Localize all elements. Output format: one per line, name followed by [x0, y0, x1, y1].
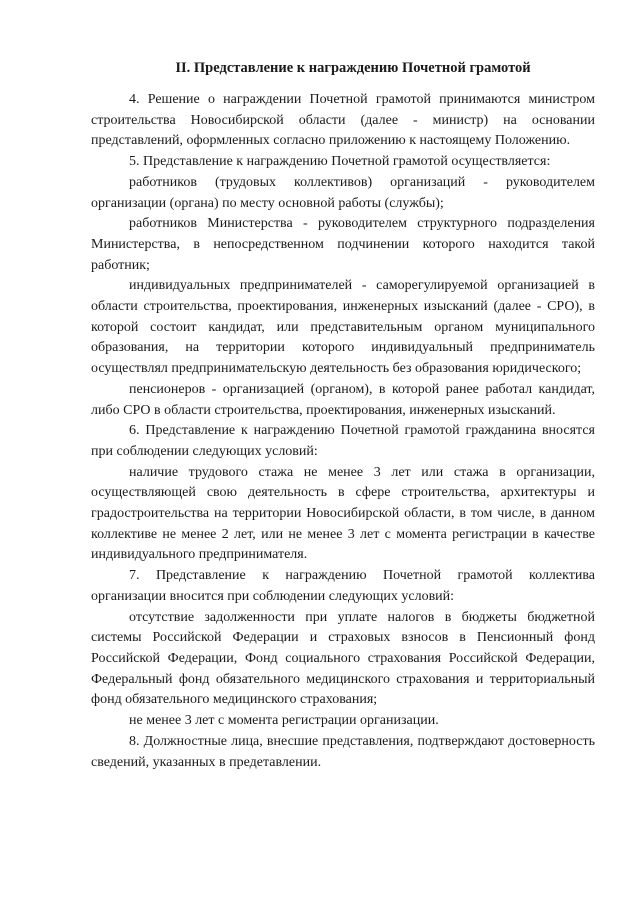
paragraph-8: 8. Должностные лица, внесшие представления, подтверждают достоверность сведений, указанных в предетавлении.	[91, 733, 595, 770]
paragraph-6: 6. Представление к награждению Почетной грамотой гражданина вносятся при соблюдении следующих условий:	[91, 423, 595, 459]
paragraph-7-registration-condition: не менее 3 лет с момента регистрации организации.	[129, 713, 439, 729]
paragraph-5-ministry-employees: работников Министерства - руководителем структурного подразделения Министерства, в непосредственном подчинении которого находится такой работник;	[91, 216, 595, 273]
paragraph-5-pensioners: пенсионеров - организацией (органом), в которой ранее работал кандидат, либо СРО в области строительства, проектирования, инженерных изысканий.	[91, 381, 595, 418]
paragraph-5-entrepreneurs: индивидуальных предпринимателей - саморегулируемой организацией в области строительства, проектирования, инженерных изысканий (далее - СРО), в которой состоит кандидат, или представительным органом муниципального образования, на территории которого индивидуальный предприниматель осуществлял предпринимательскую деятельность без образования юридического;	[91, 278, 595, 377]
paragraph-6-conditions: наличие трудового стажа не менее 3 лет или стажа в организации, осуществляющей свою деятельность в сфере строительства, архитектуры и градостроительства на территории Новосибирской области, в том числе, в данном коллективе не менее 2 лет, или не менее 3 лет с момента регистрации в качестве индивидуального предпринимателя.	[91, 464, 595, 563]
document-page	[91, 58, 595, 773]
paragraph-7: 7. Представление к награждению Почетной грамотой коллектива организации вносится при соблюдении следующих условий:	[91, 568, 595, 604]
paragraph-5: 5. Представление к награждению Почетной грамотой осуществляется:	[129, 154, 551, 170]
paragraph-7-debt-condition: отсутствие задолженности при уплате налогов в бюджеты бюджетной системы Российской Федерации и страховых взносов в Пенсионный фонд Российской Федерации, Фонд социального страхования Российской Федерации, Федеральный фонд обязательного медицинского страхования и территориальный фонд обязательного медицинского страхования;	[91, 609, 595, 708]
paragraph-5-employees: работников (трудовых коллективов) организаций - руководителем организации (органа) по месту основной работы (службы);	[91, 174, 595, 211]
paragraph-4: 4. Решение о награждении Почетной грамотой принимаются министром строительства Новосибирской области (далее - министр) на основании представлений, оформленных согласно приложению к настоящему Положению.	[91, 92, 595, 149]
section-heading: II. Представление к награждению Почетной грамотой	[175, 60, 531, 76]
